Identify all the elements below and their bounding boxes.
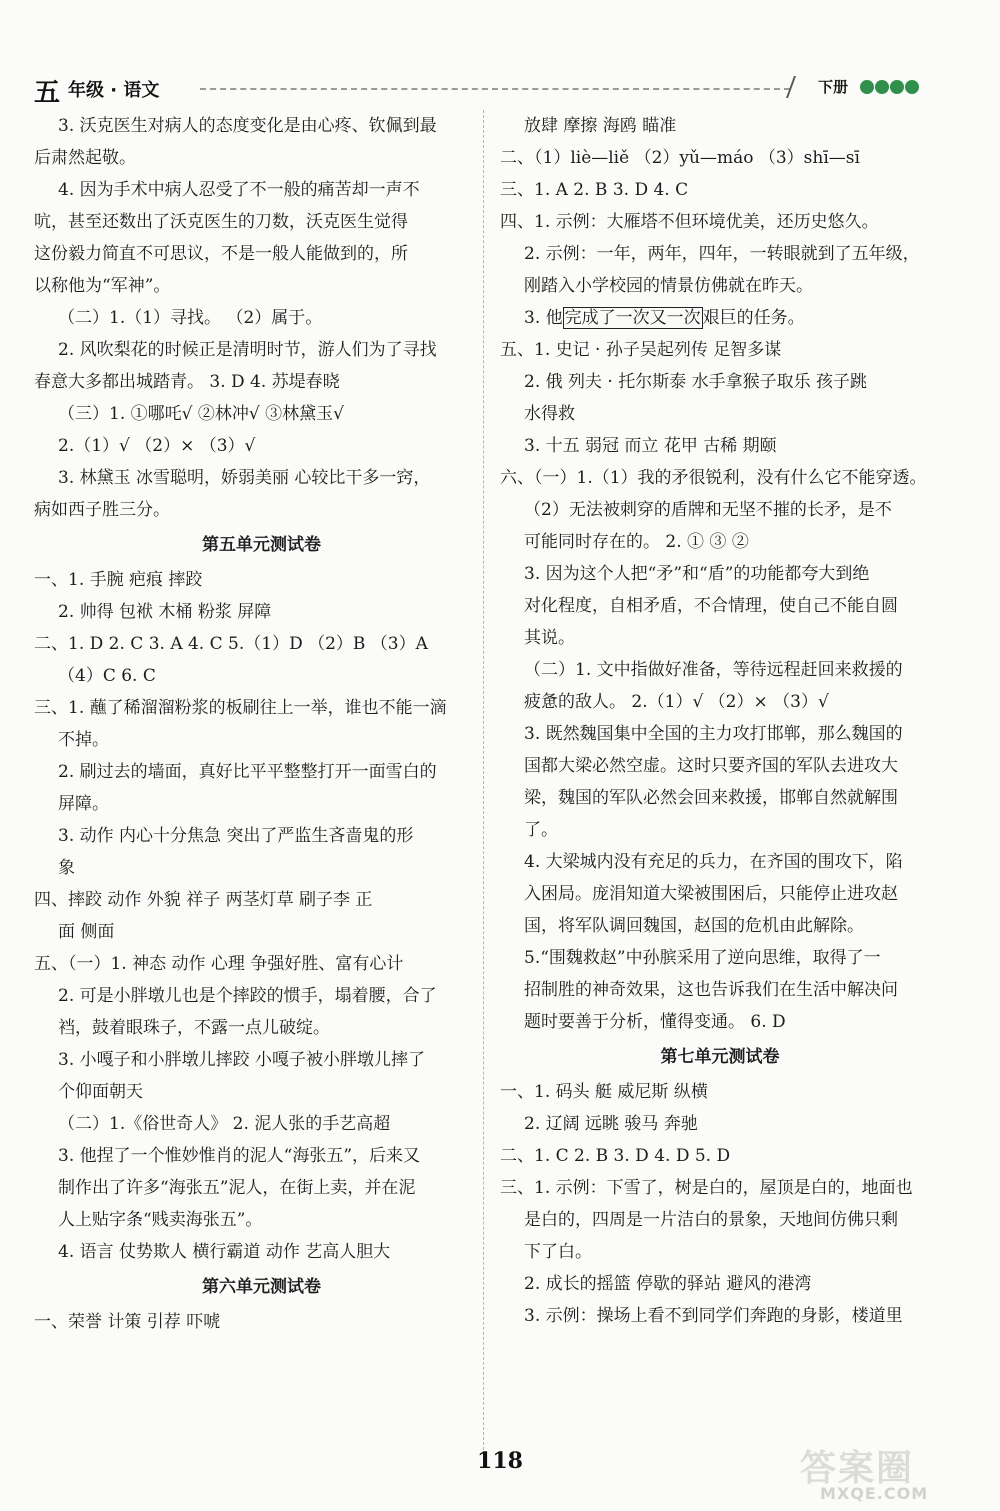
- answer-line: 3. 林黛玉 冰雪聪明，娇弱美丽 心较比干多一窍，: [58, 468, 431, 488]
- dot-icon: [860, 80, 874, 94]
- answer-line: 题时要善于分析，懂得变通。 6. D: [524, 1012, 786, 1032]
- answer-line: 4. 因为手术中病人忍受了不一般的痛苦却一声不: [58, 180, 420, 200]
- answer-line: 2.（1）√ （2）× （3）√: [58, 436, 256, 456]
- answer-line: 制作出了许多“海张五”泥人，在街上卖，并在泥: [58, 1178, 416, 1198]
- answer-line: 春意大多都出城踏青。 3. D 4. 苏堤春晓: [34, 372, 340, 392]
- dot-icon: [905, 80, 919, 94]
- answer-line: 放肆 摩擦 海鸥 瞄准: [524, 116, 677, 136]
- answer-line: 四、摔跤 动作 外貌 祥子 两茎灯草 刷子李 正: [34, 890, 373, 910]
- header-title: 年级 · 语文: [68, 80, 160, 101]
- answer-line: 裆，鼓着眼珠子，不露一点儿破绽。: [58, 1018, 330, 1038]
- section-heading: 第六单元测试卷: [202, 1277, 321, 1297]
- answer-line: 梁，魏国的军队必然会回来救援，邯郸自然就解围: [524, 788, 898, 808]
- answer-line: 个仰面朝天: [58, 1082, 143, 1102]
- answer-line: 屏障。: [58, 794, 109, 814]
- answer-line: 四、1. 示例：大雁塔不但环境优美，还历史悠久。: [500, 212, 879, 232]
- answer-line: （二）1.（1）寻找。 （2）属于。: [58, 308, 323, 328]
- answer-line: （三）1. ①哪吒√ ②林冲√ ③林黛玉√: [58, 404, 344, 424]
- answer-line: 六、（一）1.（1）我的矛很锐利，没有什么它不能穿透。: [500, 468, 927, 488]
- answer-line: 了。: [524, 820, 558, 840]
- column-divider: [483, 110, 484, 1450]
- answer-line: 2. 刷过去的墙面，真好比平平整整打开一面雪白的: [58, 762, 437, 782]
- answer-line: 这份毅力简直不可思议，不是一般人能做到的，所: [34, 244, 408, 264]
- answer-line: 一、1. 码头 艇 威尼斯 纵横: [500, 1082, 708, 1102]
- answer-line: 后肃然起敬。: [34, 148, 136, 168]
- header-slash: [786, 76, 796, 98]
- answer-line: 刚踏入小学校园的情景仿佛就在昨天。: [524, 276, 813, 296]
- answer-line: 3. 既然魏国集中全国的主力攻打邯郸，那么魏国的: [524, 724, 903, 744]
- answer-line: 2. 俄 列夫 · 托尔斯泰 水手拿猴子取乐 孩子跳: [524, 372, 868, 392]
- answer-line: 2. 帅得 包袱 木桶 粉浆 屏障: [58, 602, 272, 622]
- section-heading: 第七单元测试卷: [660, 1047, 780, 1067]
- answer-line: 可能同时存在的。 2. ① ③ ②: [524, 532, 749, 552]
- answer-line: 2. 风吹梨花的时候正是清明时节，游人们为了寻找: [58, 340, 437, 360]
- answer-line: 不掉。: [58, 730, 109, 750]
- answer-line: （2）无法被刺穿的盾牌和无坚不摧的长矛，是不: [524, 500, 892, 520]
- header-rule: [200, 88, 790, 90]
- answer-line: 是白的，四周是一片洁白的景象，天地间仿佛只剩: [524, 1210, 898, 1230]
- answer-line: 一、荣誉 计策 引荐 吓唬: [34, 1312, 221, 1332]
- volume-label: 下册: [818, 78, 849, 96]
- answer-line: 三、1. 示例：下雪了，树是白的，屋顶是白的，地面也: [500, 1178, 913, 1198]
- answer-line: 病如西子胜三分。: [34, 500, 170, 520]
- dot-icon: [890, 80, 904, 94]
- answer-line: 以称他为“军神”。: [34, 276, 171, 296]
- grade-number: 五: [34, 78, 61, 108]
- answer-line: 2. 可是小胖墩儿也是个摔跤的惯手，塌着腰，合了: [58, 986, 437, 1006]
- answer-line: 对化程度，自相矛盾，不合情理，使自己不能自圆: [524, 596, 898, 616]
- answer-line: 4. 语言 仗势欺人 横行霸道 动作 艺高人胆大: [58, 1242, 391, 1262]
- answer-line: （二）1. 文中指做好准备，等待远程赶回来救援的: [524, 660, 903, 680]
- answer-line: 一、1. 手腕 疤痕 摔跤: [34, 570, 203, 590]
- answer-line: 2. 辽阔 远眺 骏马 奔驰: [524, 1114, 698, 1134]
- answer-line: 3. 小嘎子和小胖墩儿摔跤 小嘎子被小胖墩儿摔了: [58, 1050, 426, 1070]
- answer-line: （4）C 6. C: [58, 666, 156, 686]
- answer-line: 3. 动作 内心十分焦急 突出了严监生吝啬鬼的形: [58, 826, 414, 846]
- answer-line: 二、（1）liè—liě （2）yǔ—máo （3）shī—sī: [500, 148, 860, 168]
- answer-line: 二、1. D 2. C 3. A 4. C 5.（1）D （2）B （3）A: [34, 634, 428, 654]
- answer-line: 下了白。: [524, 1242, 592, 1262]
- answer-line: 水得救: [524, 404, 575, 424]
- answer-line: 五、（一）1. 神态 动作 心理 争强好胜、富有心计: [34, 954, 404, 974]
- answer-line: 国都大梁必然空虚。这时只要齐国的军队去进攻大: [524, 756, 898, 776]
- answer-line: 3. 沃克医生对病人的态度变化是由心疼、钦佩到最: [58, 116, 437, 136]
- answer-line: 三、1. A 2. B 3. D 4. C: [500, 180, 689, 200]
- answer-line: 3. 示例：操场上看不到同学们奔跑的身影，楼道里: [524, 1306, 903, 1326]
- watermark-url: MXQE.COM: [820, 1484, 929, 1503]
- answer-line: 3. 因为这个人把“矛”和“盾”的功能都夸大到绝: [524, 564, 870, 584]
- page-number: 118: [477, 1448, 523, 1474]
- right-column: [500, 110, 940, 1332]
- answer-line: 4. 大梁城内没有充足的兵力，在齐国的围攻下，陷: [524, 852, 903, 872]
- answer-line: 其说。: [524, 628, 575, 648]
- answer-line: 入困局。庞涓知道大梁被围困后，只能停止进攻赵: [524, 884, 898, 904]
- answer-line: 三、1. 蘸了稀溜溜粉浆的板刷往上一举，谁也不能一滴: [34, 698, 447, 718]
- answer-line: 吭，甚至还数出了沃克医生的刀数，沃克医生觉得: [34, 212, 408, 232]
- answer-line: 疲惫的敌人。 2.（1）√ （2）× （3）√: [524, 692, 829, 712]
- answer-line: 2. 成长的摇篮 停歇的驿站 避风的港湾: [524, 1274, 812, 1294]
- header-decoration-dots: [860, 79, 920, 98]
- answer-line: （二）1.《俗世奇人》 2. 泥人张的手艺高超: [58, 1114, 391, 1134]
- answer-line: 国，将军队调回魏国，赵国的危机由此解除。: [524, 916, 864, 936]
- answer-line: 招制胜的神奇效果，这也告诉我们在生活中解决问: [524, 980, 898, 1000]
- left-column: [34, 110, 489, 1338]
- answer-line: 3. 十五 弱冠 而立 花甲 古稀 期颐: [524, 436, 777, 456]
- answer-line: 2. 示例：一年，两年，四年，一转眼就到了五年级，: [524, 244, 920, 264]
- answer-line: 五、1. 史记 · 孙子吴起列传 足智多谋: [500, 340, 782, 360]
- dot-icon: [875, 80, 889, 94]
- answer-line: 面 侧面: [58, 922, 115, 942]
- answer-line: 象: [58, 858, 75, 878]
- answer-line: 5.“围魏救赵”中孙膑采用了逆向思维，取得了一: [524, 948, 881, 968]
- answer-line: 二、1. C 2. B 3. D 4. D 5. D: [500, 1146, 731, 1166]
- answer-line: 3. 他捏了一个惟妙惟肖的泥人“海张五”，后来又: [58, 1146, 421, 1166]
- section-heading: 第五单元测试卷: [202, 535, 321, 555]
- answer-line-boxed: 3. 他 完成了一次又一次 艰巨的任务。: [524, 308, 805, 328]
- watermark-logo: 答案圈: [800, 1448, 915, 1489]
- answer-line: 人上贴字条“贱卖海张五”。: [58, 1210, 263, 1230]
- page-header: [0, 0, 1000, 110]
- boxed-phrase: 完成了一次又一次: [564, 308, 701, 328]
